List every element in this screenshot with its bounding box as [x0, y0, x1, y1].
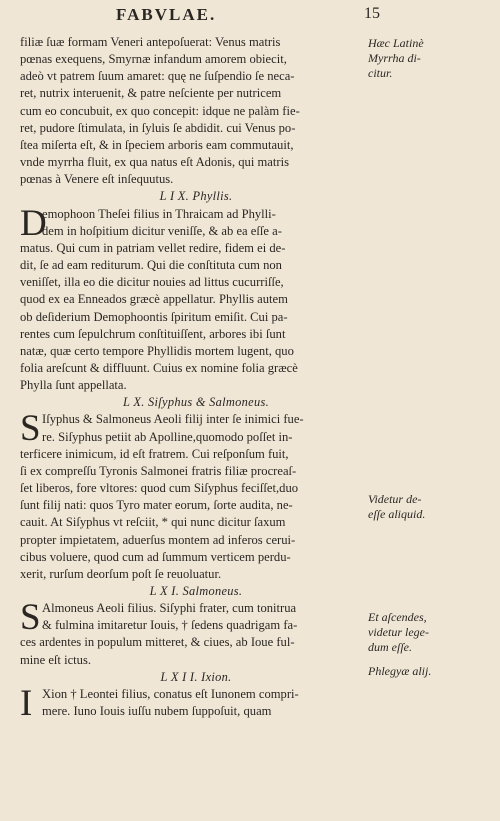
text-line: veniſſet, illa eo die dicitur nouies ad littus cucurriſſe,: [20, 275, 284, 290]
margin-note-phlegyae: [368, 664, 480, 679]
text-line: pœnas exequens, Smyrnæ infandum amorem obiecit,: [20, 52, 287, 67]
margin-note-deesse: [368, 492, 480, 522]
text-line: pœnas à Venere eſt inſequutus.: [20, 172, 174, 187]
text-line: Phylla ſunt appellata.: [20, 378, 127, 393]
margin-note-line: Et aſcendes,: [368, 610, 427, 624]
text-line: quod ex ea Enneados græcè appellatur. Phyllis autem: [20, 292, 288, 307]
text-line: folia areſcunt & diffluunt. Cuius ex nomine folia græcè: [20, 360, 298, 375]
margin-note-line: citur.: [368, 66, 393, 80]
drop-cap: S: [20, 597, 41, 639]
chapter-paragraph-phyllis: [20, 202, 372, 395]
text-line: ſtea miſerta eſt, & in ſpeciem arboris eam commutauit,: [20, 137, 294, 152]
margin-note-line: videtur lege-: [368, 625, 429, 639]
margin-note-line: eſſe aliquid.: [368, 507, 426, 521]
margin-note-ascendes: [368, 610, 480, 655]
text-line: terficere inimicum, id eſt fratrem. Cui reſponſum fuit,: [20, 446, 289, 461]
text-line: xerit, rurſum deorſum poſt ſe reuoluatur.: [20, 566, 222, 581]
page-header: [20, 3, 380, 31]
text-line: ces ardentes in populum mitteret, & ciues, ab Ioue ful-: [20, 635, 295, 650]
chapter-heading-ixion: L X I I. Ixion.: [160, 669, 232, 684]
text-line: propter impietatem, aduerſus montem ad inferos cerui-: [20, 532, 296, 547]
text-column: [20, 34, 372, 724]
margin-note-line: Myrrha di-: [368, 51, 421, 65]
chapter-heading-phyllis: L I X. Phyllis.: [159, 189, 233, 204]
text-line: ret, pudore ſtimulata, in ſyluis ſe abdidit. cui Venus po-: [20, 120, 296, 135]
text-line: ſi ex compreſſu Tyronis Salmonei fratris filiæ procreaſ-: [20, 463, 297, 478]
text-line: ſunt filij nati: quos Tyro mater eorum, ſorte audita, ne-: [20, 498, 293, 513]
text-line: Almoneus Aeoli filius. Siſyphi frater, cum tonitrua: [42, 601, 297, 616]
text-line: mine eſt ictus.: [20, 652, 91, 667]
text-line: natæ, quæ certo tempore Phyllidis mortem lugent, quo: [20, 343, 294, 358]
margin-note-myrrha: [368, 36, 480, 81]
text-line: adeò vt patrem ſuum amaret: quę ne ſuſpendio ſe neca-: [20, 69, 295, 84]
text-line: emophoon Theſei filius in Thraicam ad Phylli-: [42, 206, 276, 221]
text-line: Xion † Leontei filius, conatus eſt Iunonem compri-: [42, 686, 299, 701]
text-line: vnde myrrha fluit, ex qua natus eſt Adonis, qui matris: [20, 155, 289, 170]
page-number: 15: [364, 5, 380, 22]
continuation-paragraph: [20, 34, 372, 188]
chapter-paragraph-salmoneus: [20, 597, 372, 669]
drop-cap: I: [20, 682, 33, 724]
text-line: cibus voluere, quod cum ad ſummum verticem perdu-: [20, 549, 291, 564]
text-line: cauit. At Siſyphus vt reſciit, * qui nunc dicitur ſaxum: [20, 515, 286, 530]
running-title: FABVLAE.: [116, 5, 217, 24]
text-line: ob deſiderium Demophoontis ſpiritum emiſit. Cui pa-: [20, 309, 288, 324]
text-line: cum eo concubuit, ex quo concepit: idque ne palàm fie-: [20, 103, 300, 118]
margin-note-line: Videtur de-: [368, 492, 422, 506]
chapter-paragraph-ixion: [20, 682, 372, 724]
text-line: & fulmina imitaretur Iouis, † ſedens quadrigam fa-: [42, 618, 298, 633]
chapter-heading-sisyphus: L X. Siſyphus & Salmoneus.: [123, 395, 269, 410]
chapter-heading-salmoneus: L X I. Salmoneus.: [149, 584, 243, 598]
chapter-paragraph-sisyphus: [20, 408, 372, 583]
text-line: ſet liberos, fore vltores: quod cum Siſyphus feciſſet,duo: [20, 481, 299, 496]
text-line: re. Siſyphus petiit ab Apolline,quomodo poſſet in-: [42, 429, 293, 444]
text-line: filiæ ſuæ formam Veneri antepoſuerat: Venus matris: [20, 35, 281, 49]
text-line: mere. Iuno Iouis iuſſu nubem ſuppoſuit, quam: [42, 704, 272, 719]
text-line: dem in hoſpitium dicitur veniſſe, & ab ea eſſe a-: [42, 223, 282, 238]
text-line: matus. Qui cum in patriam vellet redire, fidem ei de-: [20, 240, 286, 255]
text-line: ret, nutrix interuenit, & patre neſciente per nutricem: [20, 86, 282, 101]
drop-cap: S: [20, 408, 41, 450]
text-line: dit, ſe ad eam rediturum. Qui die conſtituta cum non: [20, 258, 282, 273]
margin-note-line: Hæc Latinè: [368, 36, 424, 50]
text-line: rentes cum ſepulchrum conſtituiſſent, arbores ibi ſunt: [20, 326, 286, 341]
margin-note-line: dum eſſe.: [368, 640, 412, 654]
margin-note-line: Phlegyæ alij.: [368, 664, 432, 678]
text-line: Iſyphus & Salmoneus Aeoli filij inter ſe inimici fue-: [42, 412, 304, 427]
drop-cap: D: [20, 202, 47, 244]
